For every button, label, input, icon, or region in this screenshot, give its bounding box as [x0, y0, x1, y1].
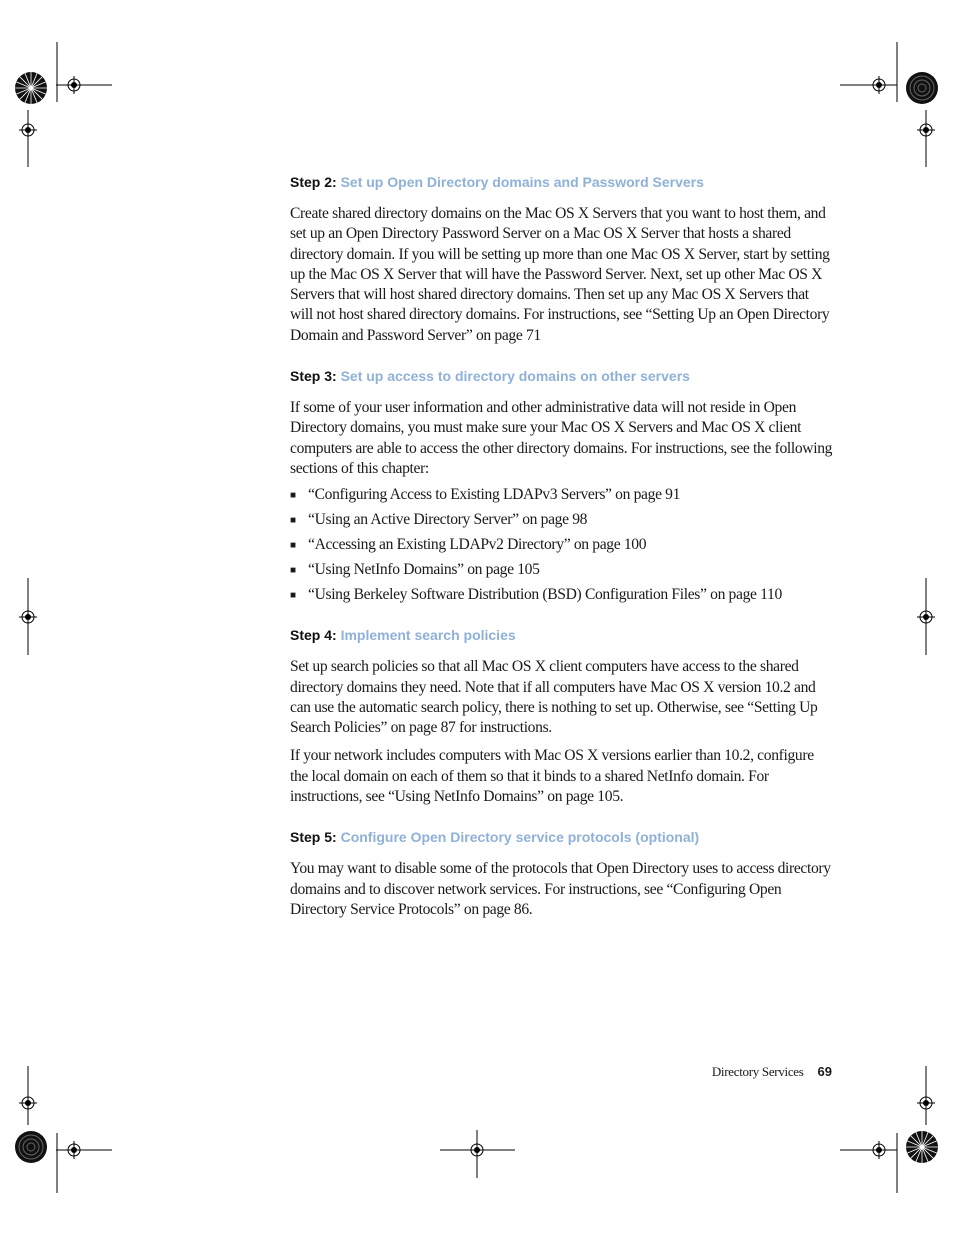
- step-2-heading: [290, 170, 835, 194]
- list-item: [290, 485, 835, 505]
- step-2-number: Step 2:: [290, 174, 337, 190]
- step-4-paragraph-1: Set up search policies so that all Mac OS X client computers have access to the shared directory domains they need. Note that if all computers have Mac OS X version 10.2 and can use the automatic search policy, there is nothing to set up. Otherwise, see “Setting Up Search Policies” on page 87 for instructions.: [290, 658, 818, 737]
- page-footer: [700, 1062, 832, 1082]
- list-item-text: “Using Berkeley Software Distribution (BSD) Configuration Files” on page 110: [308, 586, 782, 604]
- step-4-section: [290, 623, 835, 807]
- step-3-bullet-list: [290, 485, 835, 605]
- list-item: [290, 510, 835, 530]
- crop-marks-top-left: [15, 42, 112, 167]
- page-body: [290, 170, 835, 938]
- step-3-section: [290, 364, 835, 605]
- list-item-text: “Configuring Access to Existing LDAPv3 Servers” on page 91: [308, 486, 681, 504]
- step-3-number: Step 3:: [290, 368, 337, 385]
- footer-section-name: Directory Services: [711, 1064, 804, 1079]
- page-number: 69: [817, 1064, 832, 1079]
- crop-marks-bottom-center: [440, 1130, 515, 1178]
- step-4-number: Step 4:: [290, 627, 337, 644]
- crop-marks-bottom-right: [840, 1066, 938, 1193]
- crop-marks-bottom-left: [15, 1066, 112, 1193]
- bullet-square-icon: ■: [290, 590, 296, 602]
- step-2-paragraph: Create shared directory domains on the Mac OS X Servers that you want to host them, and set up an Open Directory Password Server on a Mac OS X Server that hosts a shared directory domain. If you will be setting up more than one Mac OS X Server, start by setting up the Mac OS X Server that will have the Password Server. Next, set up other Mac OS X Servers that will host shared directory domains. Then set up any Mac OS X Servers that will not host shared directory domains. For instructions, see “Setting Up an Open Directory Domain and Password Server” on page 71: [290, 205, 830, 344]
- step-3-paragraph: If some of your user information and other administrative data will not reside in Open Directory domains, you must make sure your Mac OS X Servers and Mac OS X client computers are able to access the other directory domains. For instructions, see the following sections of this chapter:: [290, 399, 833, 477]
- crop-marks-top-right: [840, 42, 938, 167]
- bullet-square-icon: ■: [290, 565, 296, 577]
- step-5-heading: [290, 825, 835, 849]
- step-4-title: Implement search policies: [340, 627, 516, 644]
- crop-marks-middle-right: [917, 578, 935, 655]
- list-item-text: “Using an Active Directory Server” on page 98: [308, 511, 588, 529]
- list-item: [290, 535, 835, 555]
- step-5-title: Configure Open Directory service protocols (optional): [340, 829, 700, 846]
- list-item-text: “Accessing an Existing LDAPv2 Directory” on page 100: [308, 536, 647, 554]
- step-4-paragraph-2: If your network includes computers with Mac OS X versions earlier than 10.2, configure the local domain on each of them so that it binds to a shared NetInfo domain. For instructions, see “Using NetInfo Domains” on page 105.: [290, 747, 814, 806]
- step-3-title: Set up access to directory domains on other servers: [340, 368, 690, 385]
- step-3-heading: [290, 364, 835, 388]
- bullet-square-icon: ■: [290, 540, 296, 552]
- bullet-square-icon: ■: [290, 490, 296, 502]
- step-2-title: Set up Open Directory domains and Password Servers: [340, 174, 704, 190]
- step-5-number: Step 5:: [290, 829, 337, 846]
- step-5-paragraph: You may want to disable some of the protocols that Open Directory uses to access directory domains and to discover network services. For instructions, see “Configuring Open Directory Service Protocols” on page 86.: [290, 860, 831, 918]
- step-4-heading: [290, 623, 835, 647]
- bullet-square-icon: ■: [290, 515, 296, 527]
- step-5-section: [290, 825, 835, 920]
- list-item: [290, 585, 835, 605]
- crop-marks-middle-left: [19, 578, 37, 655]
- list-item: [290, 560, 835, 580]
- step-2-section: [290, 170, 835, 346]
- list-item-text: “Using NetInfo Domains” on page 105: [308, 561, 540, 579]
